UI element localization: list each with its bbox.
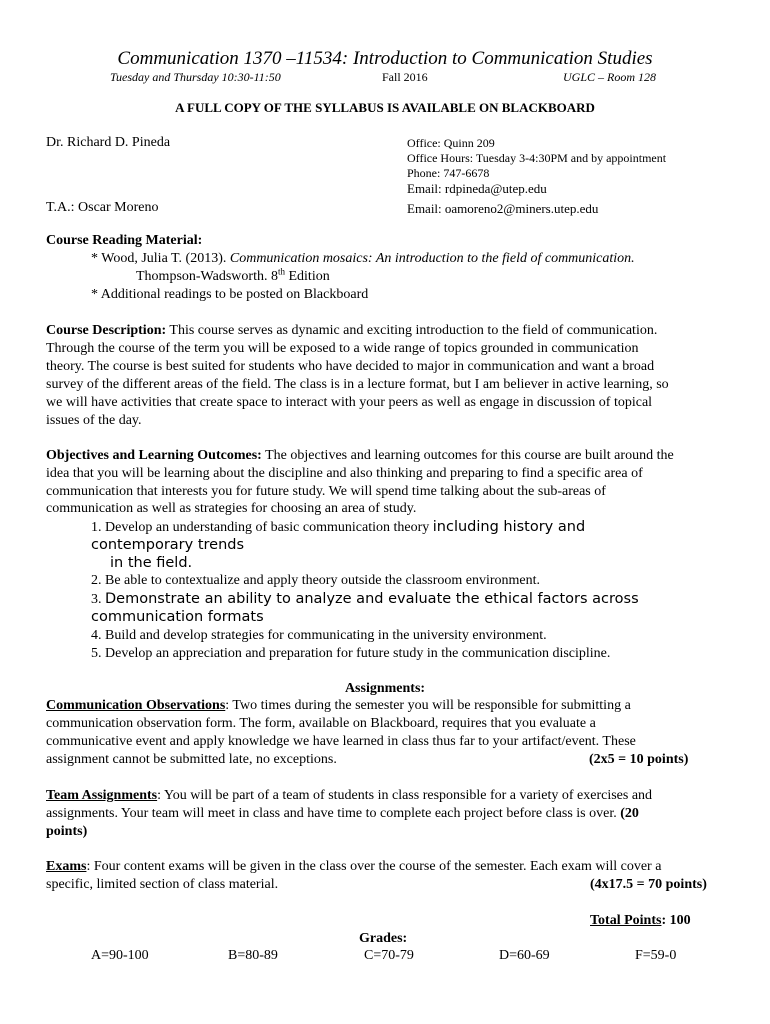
objective-item-2: 2. Be able to contextualize and apply theory outside the classroom environment.: [91, 573, 541, 588]
grade-item: B=80-89: [228, 948, 278, 963]
team-points-cont: points): [46, 824, 88, 839]
grade-item: F=59-0: [635, 948, 677, 963]
objective-item-1: 1. Develop an understanding of basic communication theory including history and: [91, 519, 586, 535]
reading-item-textbook: * Wood, Julia T. (2013). Communication mosaics: An introduction to the field of communication.: [91, 251, 635, 266]
objectives-line: communication that interests you for future study. We will spend time talking about the sub-areas of: [46, 484, 606, 499]
team-points: (20: [620, 806, 639, 821]
instructor-email: Email: rdpineda@utep.edu: [407, 181, 547, 196]
team-line: Team Assignments: You will be part of a team of students in class responsible for a variety of exercises and: [46, 788, 653, 803]
exams-title: Exams: [46, 859, 87, 874]
description-line: Through the course of the term you will be exposed to a wide range of topics grounded in communication: [46, 341, 639, 356]
objectives-heading: Objectives and Learning Outcomes:: [46, 448, 262, 463]
team-line: assignments. Your team will meet in class and have time to complete each project before class is over. (20: [46, 806, 639, 821]
phone: Phone: 747-6678: [407, 166, 490, 180]
term: Fall 2016: [382, 70, 428, 84]
course-title: Communication 1370 –11534: Introduction to Communication Studies: [117, 48, 653, 69]
description-line: we will have activities that create space to interact with your peers as well as engage in discussion of topical: [46, 395, 653, 410]
description-line: Course Description: This course serves as dynamic and exciting introduction to the field of communication.: [46, 323, 658, 338]
description-heading: Course Description:: [46, 323, 167, 338]
objective-item-1-cont: in the field.: [110, 555, 193, 571]
description-line: survey of the different areas of the field. The class is in a lecture format, but I am believer in active learning, so: [46, 377, 669, 392]
grade-item: C=70-79: [364, 948, 414, 963]
class-schedule: Tuesday and Thursday 10:30-11:50: [110, 70, 281, 84]
description-line: issues of the day.: [46, 413, 142, 428]
objective-item-3-cont: communication formats: [91, 609, 264, 625]
exams-line: Exams: Four content exams will be given in the class over the course of the semester. Each exam will cover a: [46, 859, 662, 874]
reading-heading: Course Reading Material:: [46, 233, 203, 248]
ta-email: Email: oamoreno2@miners.utep.edu: [407, 201, 599, 216]
exams-points: (4x17.5 = 70 points): [590, 877, 707, 892]
grades-heading: Grades:: [359, 931, 408, 946]
observations-title: Communication Observations: [46, 698, 226, 713]
objective-item-1-cont: contemporary trends: [91, 537, 245, 553]
reading-item-publisher: Thompson-Wadsworth. 8th Edition: [136, 266, 330, 284]
instructor-name: Dr. Richard D. Pineda: [46, 135, 171, 150]
objectives-line: communication as well as strategies for choosing an area of study.: [46, 501, 417, 516]
team-title: Team Assignments: [46, 788, 158, 803]
observations-line: communication observation form. The form, available on Blackboard, requires that you evaluate a: [46, 716, 596, 731]
syllabus-notice: A FULL COPY OF THE SYLLABUS IS AVAILABLE ON BLACKBOARD: [175, 100, 595, 115]
objective-item-5: 5. Develop an appreciation and preparation for future study in the communication discipline.: [91, 646, 611, 661]
assignments-heading: Assignments:: [344, 681, 426, 696]
office-hours: Office Hours: Tuesday 3-4:30PM and by appointment: [407, 151, 667, 165]
description-line: theory. The course is best suited for students who have decided to major in communication and want a broad: [46, 359, 655, 374]
objective-item-4: 4. Build and develop strategies for communicating in the university environment.: [91, 628, 547, 643]
ta-name: T.A.: Oscar Moreno: [46, 200, 159, 215]
observations-line: Communication Observations: Two times during the semester you will be responsible for submitting a: [46, 698, 631, 713]
grade-item: A=90-100: [91, 948, 149, 963]
exams-line: specific, limited section of class material.: [46, 877, 279, 892]
grade-item: D=60-69: [499, 948, 550, 963]
observations-line: communicative event and apply knowledge we have learned in class thus far to your artifact/event. These: [46, 734, 636, 749]
objective-item-3: 3. Demonstrate an ability to analyze and evaluate the ethical factors across: [91, 591, 639, 607]
objectives-line: Objectives and Learning Outcomes: The objectives and learning outcomes for this course are built around the: [46, 448, 674, 463]
room-location: UGLC – Room 128: [563, 70, 657, 84]
office-location: Office: Quinn 209: [407, 136, 495, 150]
observations-points: (2x5 = 10 points): [589, 752, 689, 767]
objectives-line: idea that you will be learning about the discipline and also thinking and preparing to find a specific area of: [46, 466, 643, 481]
observations-line: assignment cannot be submitted late, no exceptions.: [46, 752, 337, 767]
total-points: Total Points: 100: [590, 913, 691, 928]
reading-item-additional: * Additional readings to be posted on Blackboard: [91, 287, 369, 302]
